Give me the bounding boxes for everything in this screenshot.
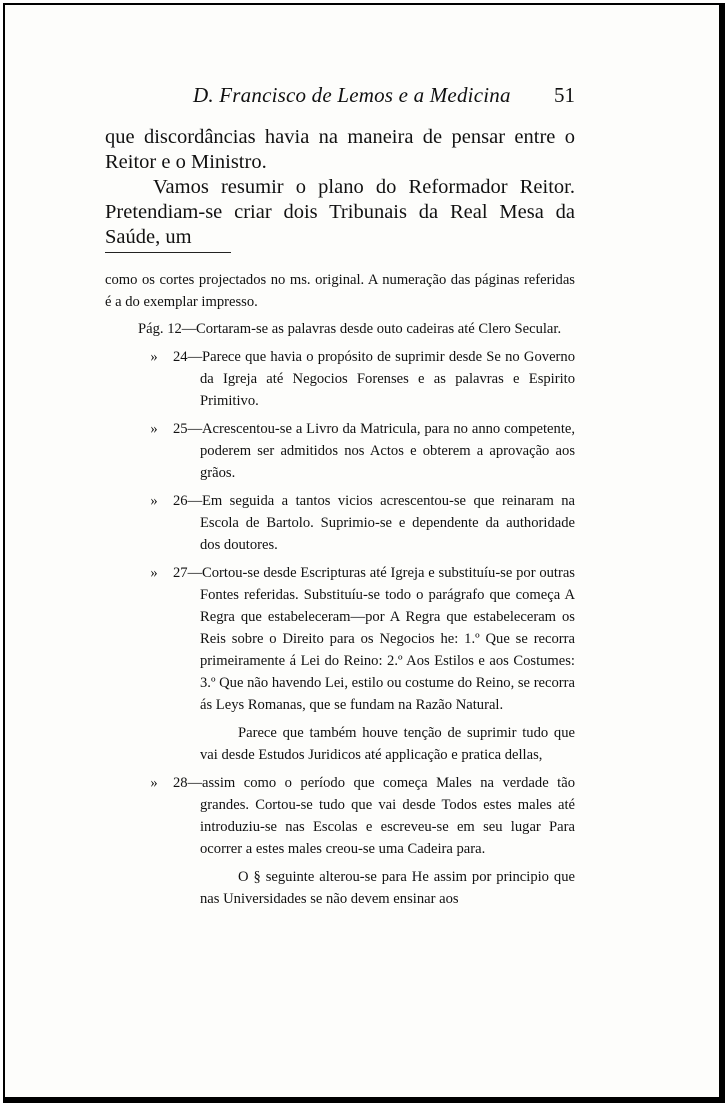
- entry-text: Parece que havia o propósito de suprimir desde Se no Governo da Igreja até Negocios Forenses e as palavras e Espirito Primitivo.: [200, 349, 575, 409]
- footnote-paragraph: Parece que também houve tenção de suprimir tudo que vai desde Estudos Juridicos até applicação e pratica dellas,: [200, 725, 575, 763]
- entry-label: 27—: [173, 565, 203, 581]
- entry-label: 28—: [173, 775, 203, 791]
- footnote-intro: como os cortes projectados no ms. original. A numeração das páginas referidas é a do exemplar impresso.: [105, 272, 575, 310]
- entry-text: Cortaram-se as palavras desde outo cadeiras até Clero Secular.: [196, 321, 562, 337]
- footnote-entry: [105, 562, 575, 716]
- footnote-entry: [105, 490, 575, 556]
- page-number: 51: [554, 83, 575, 107]
- entry-label: 24—: [173, 349, 203, 365]
- book-page: [3, 3, 725, 1103]
- running-title: D. Francisco de Lemos e a Medicina: [193, 83, 511, 107]
- ditto-mark: »: [150, 493, 158, 509]
- footnote-paragraph: O § seguinte alterou-se para He assim por principio que nas Universidades se não devem ensinar aos: [200, 869, 575, 907]
- entry-text: Em seguida a tantos vicios acrescentou-se que reinaram na Escola de Bartolo. Suprimio-se e dependente da authoridade dos doutores.: [200, 493, 575, 553]
- ditto-mark: »: [150, 565, 158, 581]
- footnote-rule: [105, 252, 231, 253]
- footnotes: [105, 269, 575, 916]
- ditto-mark: »: [150, 775, 158, 791]
- footnote-entry: [105, 346, 575, 412]
- footnote-entry: [105, 318, 575, 340]
- entry-label: 26—: [173, 493, 203, 509]
- entry-text: Acrescentou-se a Livro da Matricula, para no anno competente, poderem ser admitidos nos Actos e obterem a aprovação aos grãos.: [200, 421, 575, 481]
- entry-text: assim como o período que começa Males na verdade tão grandes. Cortou-se tudo que vai desde Todos estes males até introduziu-se nas Escolas e escreveu-se em seu lugar Para ocorrer a estes males creou-se uma Cadeira para.: [200, 775, 575, 857]
- entry-label: 25—: [173, 421, 203, 437]
- entry-label: Pág. 12—: [138, 321, 197, 337]
- entry-text: Cortou-se desde Escripturas até Igreja e substituíu-se por outras Fontes referidas. Substituíu-se todo o parágrafo que começa A Regra que estabeleceram—por A Regra que estabeleceram os Reis sobre o Direito para os Negocios he: 1.º Que se recorra primeiramente á Lei do Reino: 2.º Aos Estilos e aos Costumes: 3.º Que não havendo Lei, estilo ou costume do Reino, se recorra ás Leys Romanas, que se fundam na Razão Natural.: [200, 565, 575, 713]
- paragraph: Vamos resumir o plano do Reformador Reitor. Pretendiam-se criar dois Tribunais da Real Mesa da Saúde, um: [105, 176, 575, 248]
- footnote-entry: [105, 772, 575, 860]
- ditto-mark: »: [150, 349, 158, 365]
- paragraph: que discordâncias havia na maneira de pensar entre o Reitor e o Ministro.: [105, 126, 575, 173]
- main-text: [105, 125, 575, 250]
- ditto-mark: »: [150, 421, 158, 437]
- footnote-entry: [105, 418, 575, 484]
- running-header: [105, 83, 575, 113]
